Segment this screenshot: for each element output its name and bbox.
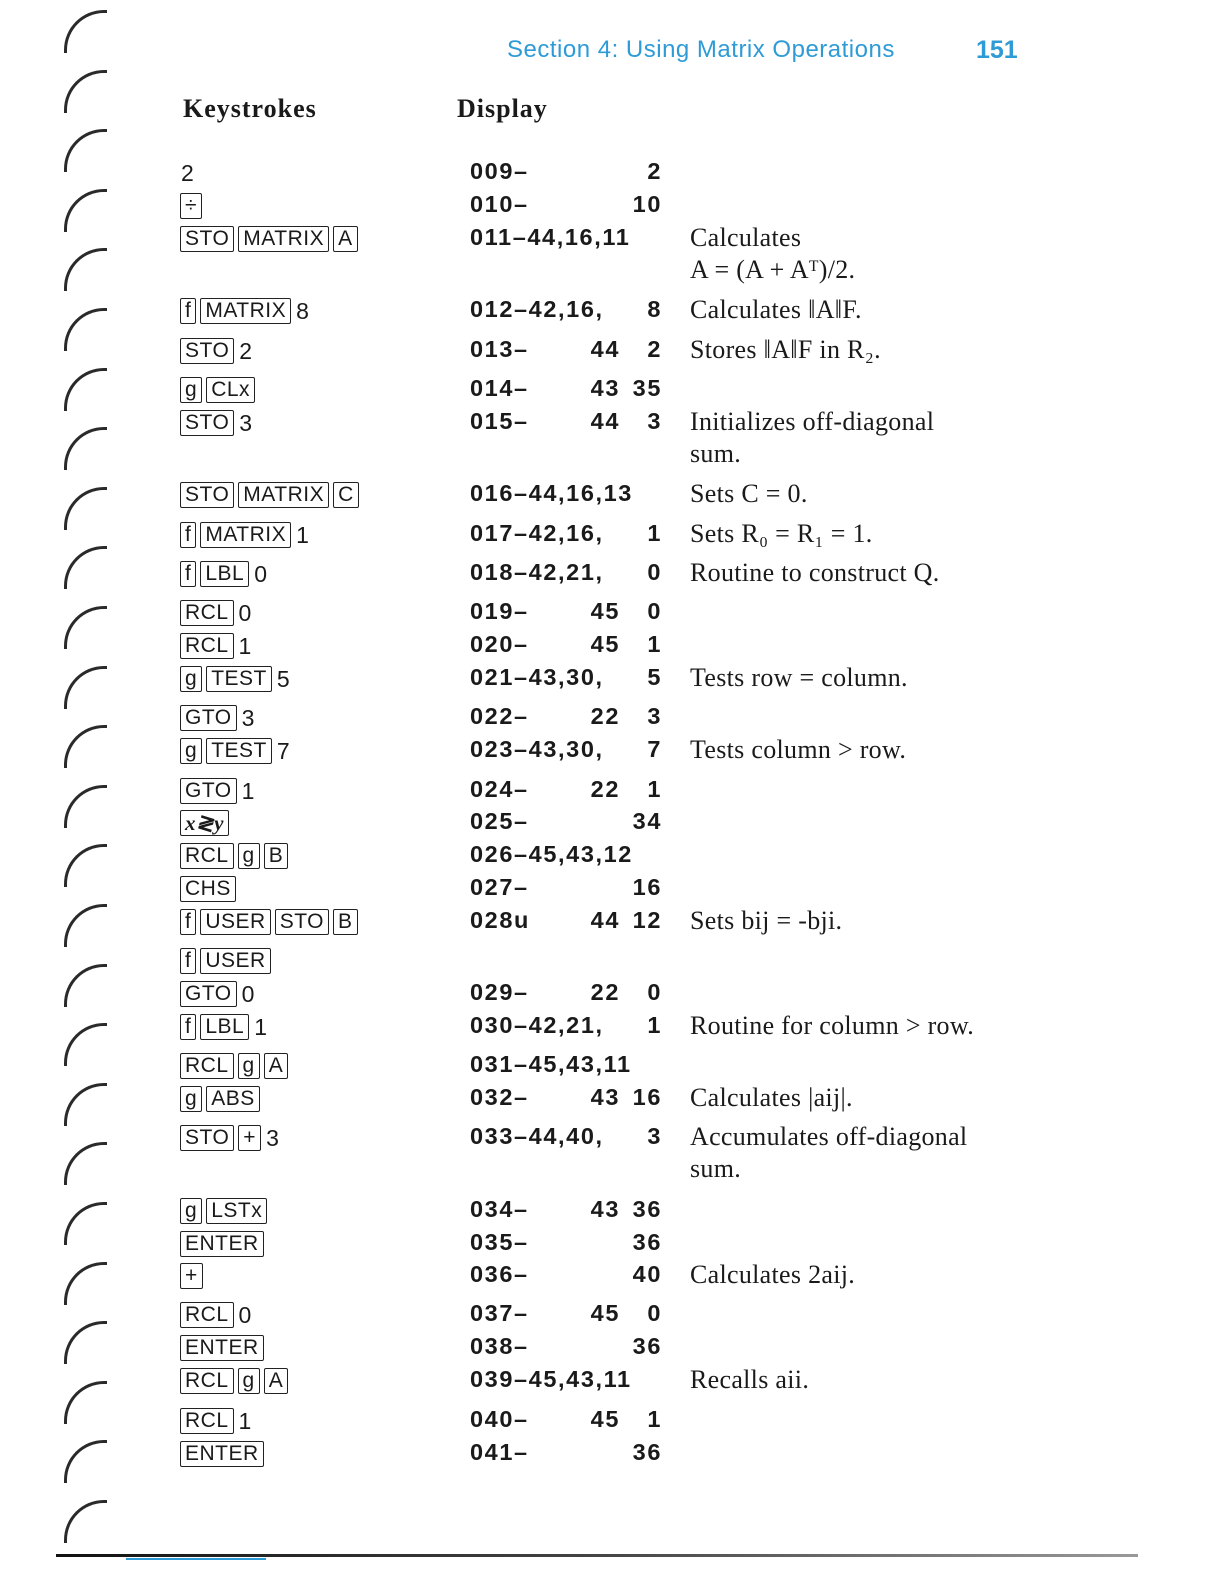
calculator-key: ENTER bbox=[180, 1335, 264, 1361]
calculator-key: LBL bbox=[200, 1014, 249, 1040]
keystroke-sequence bbox=[180, 1333, 264, 1363]
display-code-2: 5 bbox=[647, 664, 662, 690]
listing-row bbox=[0, 1194, 1224, 1228]
bottom-rule bbox=[56, 1554, 1138, 1557]
listing-row bbox=[0, 806, 1224, 840]
display-code bbox=[470, 296, 662, 326]
display-code bbox=[470, 408, 662, 438]
step-description bbox=[690, 478, 1030, 510]
calculator-key: x≷y bbox=[180, 810, 229, 836]
calculator-key: g bbox=[238, 1053, 260, 1079]
calculator-key: TEST bbox=[206, 738, 272, 764]
description-line: Tests column > row. bbox=[690, 735, 907, 764]
display-code-2: 36 bbox=[632, 1196, 662, 1222]
listing-row bbox=[0, 1010, 1224, 1044]
calculator-key: A bbox=[333, 226, 358, 252]
description-line: Recalls aii. bbox=[690, 1365, 810, 1394]
description-line: Calculates 2aij. bbox=[690, 1260, 856, 1289]
display-code-2: 3 bbox=[647, 408, 662, 434]
calculator-key: ENTER bbox=[180, 1231, 264, 1257]
calculator-key: f bbox=[180, 1014, 196, 1040]
description-line: Accumulates off-diagonal bbox=[690, 1122, 968, 1151]
running-head: Section 4: Using Matrix Operations bbox=[507, 36, 895, 63]
description-line: sum. bbox=[690, 439, 742, 468]
display-code bbox=[470, 1229, 662, 1259]
keystroke-sequence bbox=[180, 158, 194, 188]
display-code-2: 10 bbox=[632, 191, 662, 217]
keystroke-digit: 8 bbox=[296, 297, 309, 324]
keystroke-sequence bbox=[180, 776, 254, 806]
listing-row bbox=[0, 596, 1224, 630]
calculator-key: RCL bbox=[180, 600, 234, 626]
display-code bbox=[470, 841, 662, 871]
listing-row bbox=[0, 1404, 1224, 1438]
step-description bbox=[690, 905, 1030, 937]
calculator-key: RCL bbox=[180, 1368, 234, 1394]
calculator-key: g bbox=[180, 1086, 202, 1112]
calculator-key: f bbox=[180, 298, 196, 324]
keystroke-sequence bbox=[180, 1196, 267, 1226]
display-code-2: 16 bbox=[632, 1084, 662, 1110]
calculator-key: g bbox=[238, 1368, 260, 1394]
display-address: 029– bbox=[470, 979, 529, 1005]
display-code bbox=[470, 598, 662, 628]
display-address: 012–42,16, bbox=[470, 296, 604, 322]
keystroke-digit: 0 bbox=[238, 599, 252, 626]
calculator-key: LSTx bbox=[206, 1198, 267, 1224]
display-code-2: 1 bbox=[647, 1012, 662, 1038]
keystroke-digit: 3 bbox=[239, 409, 253, 436]
display-heading: Display bbox=[457, 94, 548, 123]
display-code-1: 44 bbox=[590, 907, 620, 933]
listing-row bbox=[0, 872, 1224, 906]
calculator-key: g bbox=[180, 1198, 202, 1224]
keystroke-sequence bbox=[180, 1084, 260, 1114]
description-line: Calculates ‖A‖F. bbox=[690, 295, 862, 324]
display-address: 035– bbox=[470, 1229, 529, 1255]
keystroke-sequence bbox=[180, 296, 309, 326]
keystroke-digit: 1 bbox=[254, 1013, 268, 1040]
step-description bbox=[690, 334, 1030, 366]
listing-row bbox=[0, 1298, 1224, 1332]
keystroke-sequence bbox=[180, 336, 252, 366]
display-address: 016–44,16,13 bbox=[470, 480, 633, 506]
keystroke-sequence bbox=[180, 559, 267, 589]
display-code-1: 43 bbox=[590, 1084, 620, 1110]
keystroke-sequence bbox=[180, 907, 358, 937]
keystroke-digit: 1 bbox=[241, 777, 255, 804]
display-address: 022– bbox=[470, 703, 529, 729]
listing-row bbox=[0, 1121, 1224, 1183]
step-description bbox=[690, 1010, 1030, 1042]
keystroke-sequence bbox=[180, 874, 236, 904]
display-address: 040– bbox=[470, 1406, 529, 1432]
keystroke-sequence bbox=[180, 841, 288, 871]
keystroke-sequence bbox=[180, 808, 229, 838]
listing-row bbox=[0, 662, 1224, 696]
listing-row bbox=[0, 373, 1224, 407]
display-code bbox=[470, 1012, 662, 1042]
display-code bbox=[470, 907, 662, 937]
display-address: 041– bbox=[470, 1439, 529, 1465]
calculator-key: RCL bbox=[180, 843, 234, 869]
keystroke-digit: 1 bbox=[238, 632, 252, 659]
display-code bbox=[470, 520, 662, 550]
display-code-2: 2 bbox=[647, 336, 662, 362]
description-line: Stores ‖A‖F in R₂. bbox=[690, 335, 881, 364]
display-code bbox=[470, 1196, 662, 1226]
display-code-2: 12 bbox=[632, 907, 662, 933]
keystroke-digit: 1 bbox=[238, 1407, 252, 1434]
display-code-2: 2 bbox=[647, 158, 662, 184]
display-address: 033–44,40, bbox=[470, 1123, 604, 1149]
calculator-key: ABS bbox=[206, 1086, 260, 1112]
listing-row bbox=[0, 977, 1224, 1011]
listing-row bbox=[0, 839, 1224, 873]
description-line: Initializes off-diagonal bbox=[690, 407, 935, 436]
listing-row bbox=[0, 518, 1224, 552]
display-code-2: 8 bbox=[647, 296, 662, 322]
calculator-key: USER bbox=[200, 909, 270, 935]
listing-row bbox=[0, 774, 1224, 808]
display-address: 013– bbox=[470, 336, 529, 362]
listing-row bbox=[0, 406, 1224, 468]
keystroke-sequence bbox=[180, 1261, 203, 1291]
keystroke-sequence bbox=[180, 631, 251, 661]
calculator-key: STO bbox=[180, 410, 234, 436]
calculator-key: f bbox=[180, 561, 196, 587]
keystrokes-heading: Keystrokes bbox=[183, 94, 317, 123]
keystroke-sequence bbox=[180, 1300, 251, 1330]
listing-row bbox=[0, 1227, 1224, 1261]
calculator-key: RCL bbox=[180, 1053, 234, 1079]
keystroke-sequence bbox=[180, 375, 255, 405]
display-address: 030–42,21, bbox=[470, 1012, 604, 1038]
display-code-2: 36 bbox=[632, 1439, 662, 1465]
display-code bbox=[470, 776, 662, 806]
keystroke-sequence bbox=[180, 520, 309, 550]
description-line: Calculates bbox=[690, 223, 802, 252]
calculator-key: RCL bbox=[180, 1302, 234, 1328]
step-description bbox=[690, 734, 1030, 766]
calculator-key: f bbox=[180, 948, 196, 974]
calculator-key: ÷ bbox=[180, 193, 202, 219]
display-code-1: 45 bbox=[590, 1406, 620, 1432]
listing-row bbox=[0, 1259, 1224, 1293]
listing-row bbox=[0, 1364, 1224, 1398]
calculator-key: CHS bbox=[180, 876, 236, 902]
display-code bbox=[470, 559, 662, 589]
display-code-2: 16 bbox=[632, 874, 662, 900]
display-code bbox=[470, 1123, 662, 1153]
keystroke-sequence bbox=[180, 1439, 264, 1469]
keystroke-digit: 3 bbox=[241, 704, 255, 731]
listing-row bbox=[0, 222, 1224, 284]
display-code-1: 45 bbox=[590, 631, 620, 657]
display-address: 009– bbox=[470, 158, 529, 184]
listing-row bbox=[0, 905, 1224, 939]
display-address: 017–42,16, bbox=[470, 520, 604, 546]
listing-row bbox=[0, 701, 1224, 735]
calculator-key: LBL bbox=[200, 561, 249, 587]
keystroke-sequence bbox=[180, 736, 290, 766]
display-address: 027– bbox=[470, 874, 529, 900]
keystroke-digit: 2 bbox=[239, 337, 253, 364]
keystroke-sequence bbox=[180, 191, 202, 221]
display-code-1: 44 bbox=[590, 336, 620, 362]
listing-row bbox=[0, 1437, 1224, 1471]
keystroke-sequence bbox=[180, 1406, 251, 1436]
display-code-2: 1 bbox=[647, 631, 662, 657]
listing-row bbox=[0, 1049, 1224, 1083]
display-code bbox=[470, 1084, 662, 1114]
calculator-key: STO bbox=[180, 482, 234, 508]
display-address: 037– bbox=[470, 1300, 529, 1326]
display-code-2: 1 bbox=[647, 776, 662, 802]
display-address: 025– bbox=[470, 808, 529, 834]
display-address: 014– bbox=[470, 375, 529, 401]
display-address: 018–42,21, bbox=[470, 559, 604, 585]
display-code-2: 36 bbox=[632, 1333, 662, 1359]
display-code-1: 43 bbox=[590, 1196, 620, 1222]
display-code bbox=[470, 736, 662, 766]
keystroke-sequence bbox=[180, 1229, 264, 1259]
display-code bbox=[470, 336, 662, 366]
display-code bbox=[470, 631, 662, 661]
display-code bbox=[470, 375, 662, 405]
display-address: 026–45,43,12 bbox=[470, 841, 633, 867]
calculator-key: GTO bbox=[180, 705, 237, 731]
keystroke-digit: 3 bbox=[266, 1124, 279, 1151]
calculator-key: g bbox=[180, 666, 202, 692]
display-code-1: 44 bbox=[590, 408, 620, 434]
keystroke-sequence bbox=[180, 946, 271, 976]
calculator-key: STO bbox=[275, 909, 329, 935]
display-address: 021–43,30, bbox=[470, 664, 604, 690]
listing-row bbox=[0, 944, 1224, 978]
listing-row bbox=[0, 334, 1224, 368]
display-code bbox=[470, 158, 662, 188]
display-code-2: 0 bbox=[647, 979, 662, 1005]
display-code-1: 22 bbox=[590, 703, 620, 729]
listing-row bbox=[0, 557, 1224, 591]
calculator-key: f bbox=[180, 909, 196, 935]
display-code-1: 45 bbox=[590, 598, 620, 624]
display-address: 020– bbox=[470, 631, 529, 657]
step-description bbox=[690, 662, 1030, 694]
keystroke-sequence bbox=[180, 1366, 288, 1396]
description-line: Sets bij = -bji. bbox=[690, 906, 843, 935]
calculator-key: A bbox=[264, 1053, 289, 1079]
keystroke-digit: 2 bbox=[181, 159, 194, 186]
keystroke-digit: 0 bbox=[254, 560, 268, 587]
display-code bbox=[470, 946, 662, 976]
display-code bbox=[470, 979, 662, 1009]
page-number: 151 bbox=[976, 36, 1018, 64]
display-code-2: 1 bbox=[647, 1406, 662, 1432]
keystroke-sequence bbox=[180, 598, 251, 628]
calculator-key: + bbox=[180, 1263, 203, 1289]
keystroke-sequence bbox=[180, 408, 252, 438]
bottom-accent bbox=[126, 1558, 266, 1560]
display-code-2: 36 bbox=[632, 1229, 662, 1255]
display-code-2: 7 bbox=[647, 736, 662, 762]
display-address: 032– bbox=[470, 1084, 529, 1110]
step-description bbox=[690, 518, 1030, 550]
listing-row bbox=[0, 734, 1224, 768]
keystroke-digit: 7 bbox=[276, 737, 290, 764]
display-code-2: 40 bbox=[632, 1261, 662, 1287]
keystroke-sequence bbox=[180, 703, 254, 733]
calculator-key: STO bbox=[180, 226, 234, 252]
calculator-key: MATRIX bbox=[200, 298, 291, 324]
calculator-key: GTO bbox=[180, 981, 237, 1007]
keystroke-digit: 1 bbox=[296, 521, 309, 548]
step-description bbox=[690, 294, 1030, 326]
calculator-key: B bbox=[264, 843, 289, 869]
display-code bbox=[470, 703, 662, 733]
binding-ring bbox=[64, 10, 107, 53]
display-code-1: 45 bbox=[590, 1300, 620, 1326]
binding-ring bbox=[64, 70, 107, 113]
display-address: 036– bbox=[470, 1261, 529, 1287]
keystroke-sequence bbox=[180, 1051, 288, 1081]
listing-row bbox=[0, 189, 1224, 223]
listing-row bbox=[0, 478, 1224, 512]
calculator-key: USER bbox=[200, 948, 270, 974]
display-code bbox=[470, 808, 662, 838]
display-code bbox=[470, 1051, 662, 1081]
keystroke-digit: 5 bbox=[276, 665, 290, 692]
display-code bbox=[470, 480, 662, 510]
calculator-key: MATRIX bbox=[200, 522, 291, 548]
keystroke-digit: 0 bbox=[241, 980, 255, 1007]
calculator-key: TEST bbox=[206, 666, 272, 692]
keystroke-sequence bbox=[180, 664, 290, 694]
display-code-2: 0 bbox=[647, 598, 662, 624]
calculator-key: GTO bbox=[180, 778, 237, 804]
calculator-key: g bbox=[180, 738, 202, 764]
description-line: Routine for column > row. bbox=[690, 1011, 975, 1040]
calculator-key: g bbox=[238, 843, 260, 869]
calculator-key: f bbox=[180, 522, 196, 548]
calculator-key: g bbox=[180, 377, 202, 403]
display-code bbox=[470, 1300, 662, 1330]
calculator-key: RCL bbox=[180, 633, 234, 659]
display-code-1: 43 bbox=[590, 375, 620, 401]
display-code bbox=[470, 874, 662, 904]
display-code bbox=[470, 1366, 662, 1396]
listing-row bbox=[0, 629, 1224, 663]
display-code-1: 22 bbox=[590, 979, 620, 1005]
calculator-key: RCL bbox=[180, 1408, 234, 1434]
calculator-key: + bbox=[238, 1125, 261, 1151]
calculator-key: STO bbox=[180, 338, 234, 364]
display-code-1: 22 bbox=[590, 776, 620, 802]
listing-row bbox=[0, 1331, 1224, 1365]
display-code-2: 34 bbox=[632, 808, 662, 834]
listing-row bbox=[0, 294, 1224, 328]
display-address: 028u bbox=[470, 907, 530, 933]
calculator-key: STO bbox=[180, 1125, 234, 1151]
display-code bbox=[470, 664, 662, 694]
binding-ring bbox=[64, 1500, 107, 1543]
step-description bbox=[690, 222, 1030, 286]
display-code bbox=[470, 224, 662, 254]
display-code-2: 0 bbox=[647, 559, 662, 585]
display-address: 010– bbox=[470, 191, 529, 217]
keystroke-digit: 0 bbox=[238, 1301, 252, 1328]
display-code-2: 3 bbox=[647, 703, 662, 729]
description-line: A = (A + Aᵀ)/2. bbox=[690, 255, 856, 284]
keystroke-sequence bbox=[180, 1123, 279, 1153]
description-line: Tests row = column. bbox=[690, 663, 908, 692]
description-line: Routine to construct Q. bbox=[690, 558, 940, 587]
calculator-key: B bbox=[333, 909, 358, 935]
display-code bbox=[470, 1333, 662, 1363]
step-description bbox=[690, 1364, 1030, 1396]
display-code bbox=[470, 1406, 662, 1436]
description-line: Calculates |aij|. bbox=[690, 1083, 853, 1112]
description-line: Sets C = 0. bbox=[690, 479, 808, 508]
display-address: 031–45,43,11 bbox=[470, 1051, 632, 1077]
display-address: 023–43,30, bbox=[470, 736, 604, 762]
display-code-2: 3 bbox=[647, 1123, 662, 1149]
display-address: 034– bbox=[470, 1196, 529, 1222]
display-address: 011–44,16,11 bbox=[470, 224, 631, 250]
display-address: 024– bbox=[470, 776, 529, 802]
display-address: 038– bbox=[470, 1333, 529, 1359]
step-description bbox=[690, 1259, 1030, 1291]
keystroke-sequence bbox=[180, 480, 359, 510]
display-code-2: 1 bbox=[647, 520, 662, 546]
keystroke-sequence bbox=[180, 1012, 267, 1042]
calculator-key: ENTER bbox=[180, 1441, 264, 1467]
listing-row bbox=[0, 156, 1224, 190]
display-address: 019– bbox=[470, 598, 529, 624]
keystroke-sequence bbox=[180, 224, 358, 254]
step-description bbox=[690, 1121, 1030, 1185]
calculator-key: CLx bbox=[206, 377, 255, 403]
display-code-2: 0 bbox=[647, 1300, 662, 1326]
display-code bbox=[470, 1439, 662, 1469]
display-address: 015– bbox=[470, 408, 529, 434]
calculator-key: MATRIX bbox=[238, 226, 329, 252]
display-code bbox=[470, 191, 662, 221]
display-code bbox=[470, 1261, 662, 1291]
calculator-key: C bbox=[333, 482, 359, 508]
display-code-2: 35 bbox=[632, 375, 662, 401]
keystroke-sequence bbox=[180, 979, 254, 1009]
step-description bbox=[690, 1082, 1030, 1114]
listing-row bbox=[0, 1082, 1224, 1116]
description-line: Sets R₀ = R₁ = 1. bbox=[690, 519, 873, 548]
step-description bbox=[690, 557, 1030, 589]
calculator-key: A bbox=[264, 1368, 289, 1394]
calculator-key: MATRIX bbox=[238, 482, 329, 508]
display-address: 039–45,43,11 bbox=[470, 1366, 632, 1392]
description-line: sum. bbox=[690, 1154, 742, 1183]
step-description bbox=[690, 406, 1030, 470]
